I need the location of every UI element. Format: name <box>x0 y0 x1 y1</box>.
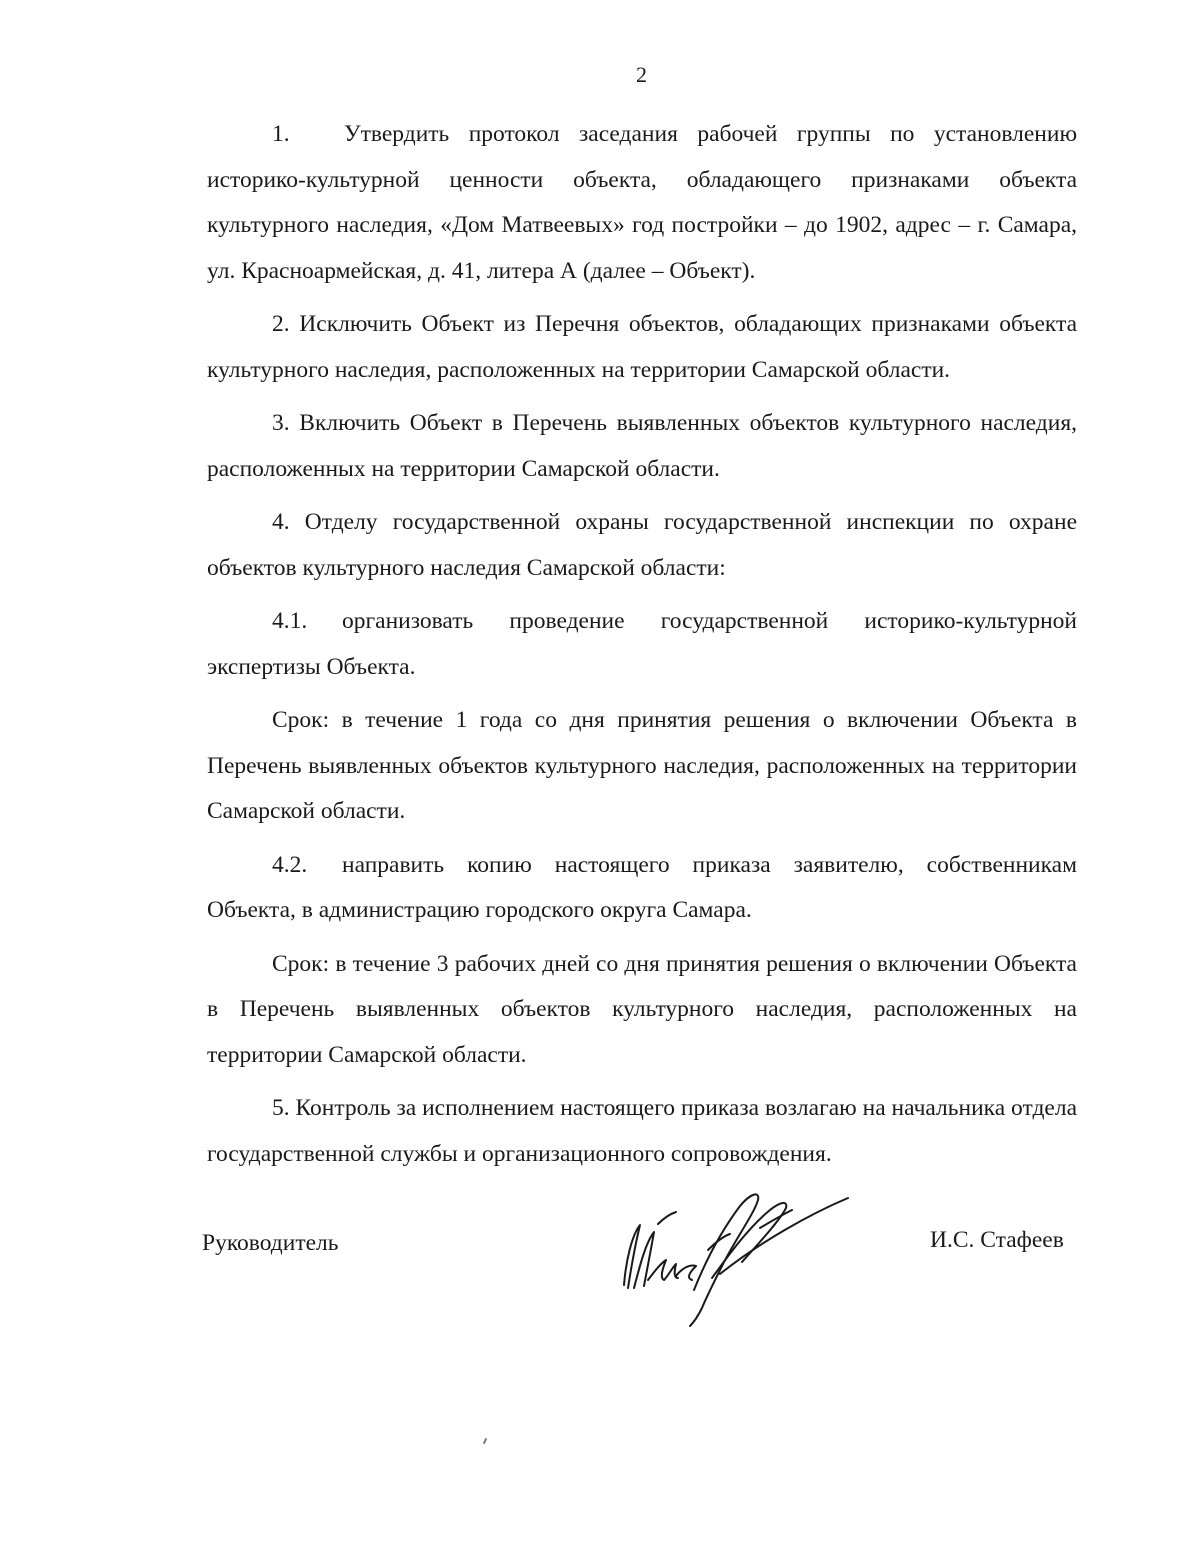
signatory-title: Руководитель <box>202 1230 339 1256</box>
paragraph-1 <box>207 112 1077 294</box>
paragraph-5: 5. Контроль за исполнением настоящего приказа возлагаю на начальника отдела государственной службы и организационного сопровождения. <box>207 1095 1077 1167</box>
paragraph-1-number: 1. <box>272 121 290 147</box>
paragraph-4-1-text: организовать проведение государственной историко-культурной экспертизы Объекта. <box>207 608 1077 680</box>
paragraph-4: 4. Отделу государственной охраны государственной инспекции по охране объектов культурного наследия Самарской области: <box>207 509 1077 581</box>
page-number: 2 <box>636 62 647 87</box>
paragraph-3: 3. Включить Объект в Перечень выявленных объектов культурного наследия, расположенных на территории Самарской области. <box>207 410 1077 482</box>
signatory-name: И.С. Стафеев <box>930 1227 1064 1253</box>
paragraph-1-text: Утвердить протокол заседания рабочей группы по установлению историко-культурной ценности объекта, обладающего признаками объекта культурного наследия, «Дом Матвеевых» год постройки – до 1902, адрес – г. Самара, ул. Красноармейская, д. 41, литера А (далее – Объект). <box>207 121 1077 284</box>
paragraph-4-2-number: 4.2. <box>272 851 308 878</box>
signature-block <box>0 1180 1200 1340</box>
paragraph-4-2-text: направить копию настоящего приказа заявителю, собственникам Объекта, в администрацию городского округа Самара. <box>207 851 1077 923</box>
paragraph-4-1-number: 4.1. <box>272 608 308 634</box>
paragraph-4-1 <box>207 599 1077 690</box>
scan-speck <box>483 1438 487 1444</box>
document-body <box>207 112 1077 1177</box>
paragraph-4-2-term: Срок: в течение 3 рабочих дней со дня принятия решения о включении Объекта в Перечень выявленных объектов культурного наследия, расположенных на территории Самарской области. <box>207 950 1077 1068</box>
paragraph-4-1-term: Срок: в течение 1 года со дня принятия решения о включении Объекта в Перечень выявленных объектов культурного наследия, расположенных на территории Самарской области. <box>207 707 1077 824</box>
paragraph-2: 2. Исключить Объект из Перечня объектов, обладающих признаками объекта культурного наследия, расположенных на территории Самарской области. <box>207 311 1077 383</box>
handwritten-signature <box>610 1180 860 1330</box>
paragraph-4-2 <box>207 843 1077 934</box>
